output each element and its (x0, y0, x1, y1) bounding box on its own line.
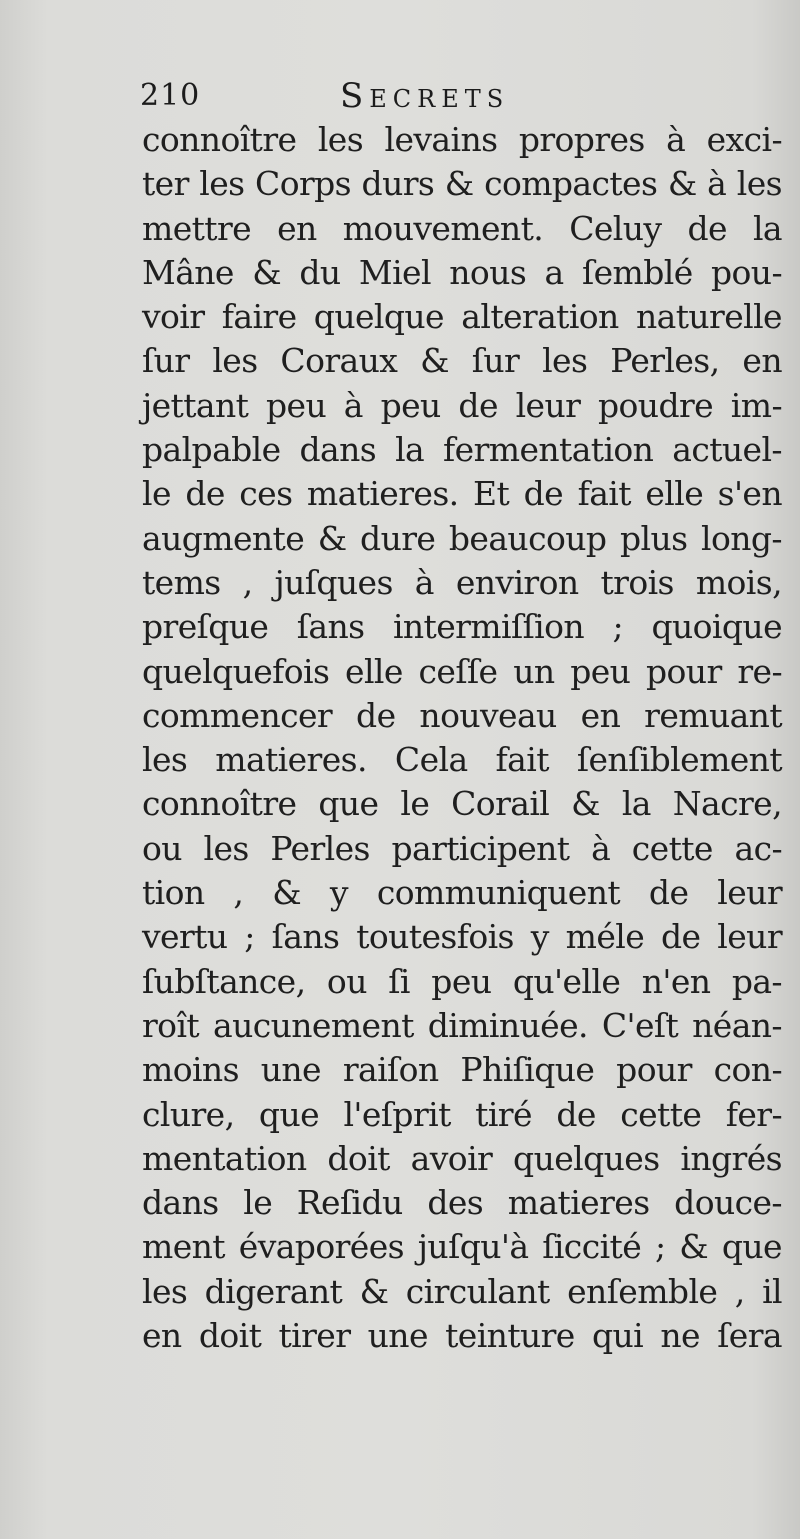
text-line: mettre en mouvement. Celuy de la (142, 208, 782, 248)
text-line: ter les Corps durs & compactes & à les (142, 164, 782, 204)
text-line: moins une raiſon Phiſique pour con- (142, 1050, 782, 1090)
text-line: connoître les levains propres à exci- (142, 120, 782, 159)
text-line: quelquefois elle ceſſe un peu pour re- (142, 651, 782, 691)
body-text (142, 118, 782, 1358)
text-line: roît aucunement diminuée. C'eſt néan- (142, 1005, 782, 1045)
text-line: les digerant & circulant enſemble , il (142, 1271, 782, 1311)
running-head (140, 70, 600, 120)
text-line: preſque ſans intermiſſion ; quoique (142, 607, 782, 647)
text-line: ſur les Coraux & ſur les Perles, en (142, 341, 782, 381)
text-line: palpable dans la fermentation actuel- (142, 430, 782, 470)
page-number: 210 (140, 78, 201, 113)
text-line: vertu ; ſans toutesfois y méle de leur (142, 917, 782, 957)
text-line: le de ces matieres. Et de fait elle s'en (142, 474, 782, 514)
text-line: mentation doit avoir quelques ingrés (142, 1138, 782, 1178)
text-line: ſubſtance, ou ſi peu qu'elle n'en pa- (142, 961, 782, 1001)
text-line: commencer de nouveau en remuant (142, 695, 782, 735)
text-line: ment évaporées juſqu'à ſiccité ; & que (142, 1227, 782, 1267)
text-line: tems , juſques à environ trois mois, (142, 562, 782, 602)
text-line: voir faire quelque alteration naturelle (142, 297, 782, 337)
text-line: dans le Reſidu des matieres douce- (142, 1183, 782, 1223)
text-line: les matieres. Cela fait ſenſiblement (142, 740, 782, 780)
running-title: Secrets (340, 76, 510, 116)
text-line: clure, que l'eſprit tiré de cette fer- (142, 1094, 782, 1134)
text-line: connoître que le Corail & la Nacre, (142, 784, 782, 824)
text-line: tion , & y communiquent de leur (142, 873, 782, 913)
text-line: Mâne & du Miel nous a ſemblé pou- (142, 252, 782, 292)
text-line: ou les Perles participent à cette ac- (142, 828, 782, 868)
text-line: en doit tirer une teinture qui ne ſera (142, 1316, 782, 1356)
text-line: augmente & dure beaucoup plus long- (142, 518, 782, 558)
text-line: jettant peu à peu de leur poudre im- (142, 385, 782, 425)
